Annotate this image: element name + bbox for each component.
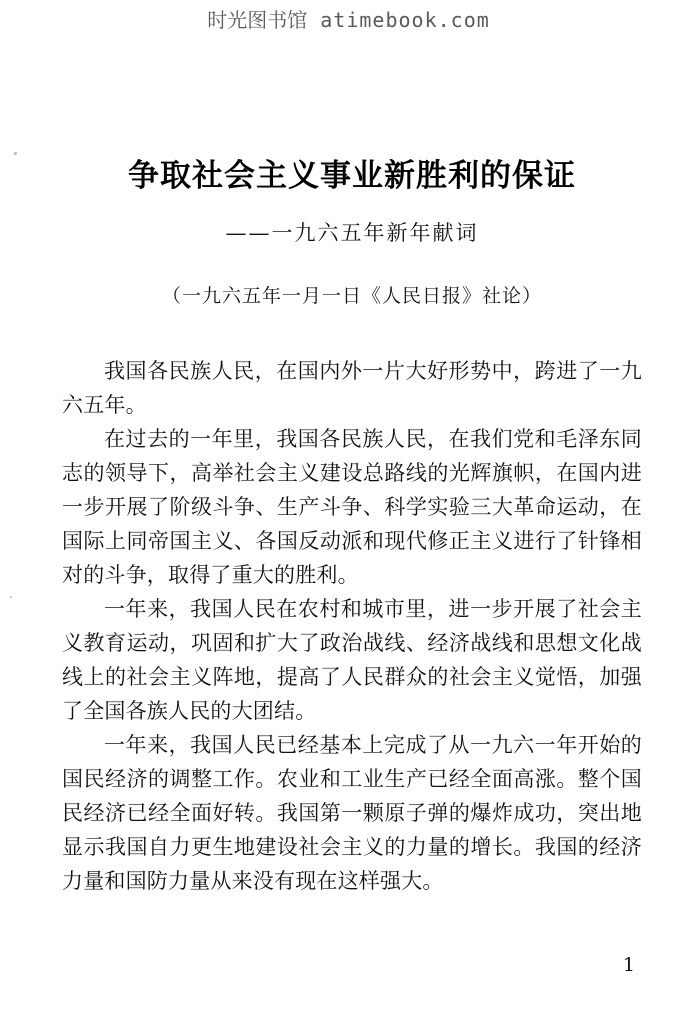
page-number: 1 <box>622 954 635 976</box>
document-subtitle: ——一九六五年新年献词 <box>225 221 479 245</box>
document-body <box>62 354 642 898</box>
body-paragraph: 一年来，我国人民已经基本上完成了从一九六一年开始的国民经济的调整工作。农业和工业生产已经全面高涨。整个国民经济已经全面好转。我国第一颗原子弹的爆炸成功，突出地显示我国自力更生地建设社会主义的力量的增长。我国的经济力量和国防力量从来没有现在这样强大。 <box>62 733 642 894</box>
watermark-latin-text: atimebook.com <box>320 8 490 32</box>
page-title: 争取社会主义事业新胜利的保证 <box>128 158 576 194</box>
watermark-chinese-text: 时光图书馆 <box>207 8 308 32</box>
scan-speck <box>14 152 17 155</box>
document-content <box>62 150 642 898</box>
document-source-line: （一九六五年一月一日《人民日报》社论） <box>161 285 542 307</box>
body-paragraph: 我国各民族人民，在国内外一片大好形势中，跨进了一九六五年。 <box>62 359 642 418</box>
scan-speck <box>10 596 12 598</box>
body-paragraph: 一年来，我国人民在农村和城市里，进一步开展了社会主义教育运动，巩固和扩大了政治战线、经济战线和思想文化战线上的社会主义阵地，提高了人民群众的社会主义觉悟，加强了全国各族人民的大团结。 <box>62 597 642 724</box>
site-watermark <box>0 4 697 33</box>
body-paragraph: 在过去的一年里，我国各民族人民，在我们党和毛泽东同志的领导下，高举社会主义建设总路线的光辉旗帜，在国内进一步开展了阶级斗争、生产斗争、科学实验三大革命运动，在国际上同帝国主义、各国反动派和现代修正主义进行了针锋相对的斗争，取得了重大的胜利。 <box>62 427 642 588</box>
